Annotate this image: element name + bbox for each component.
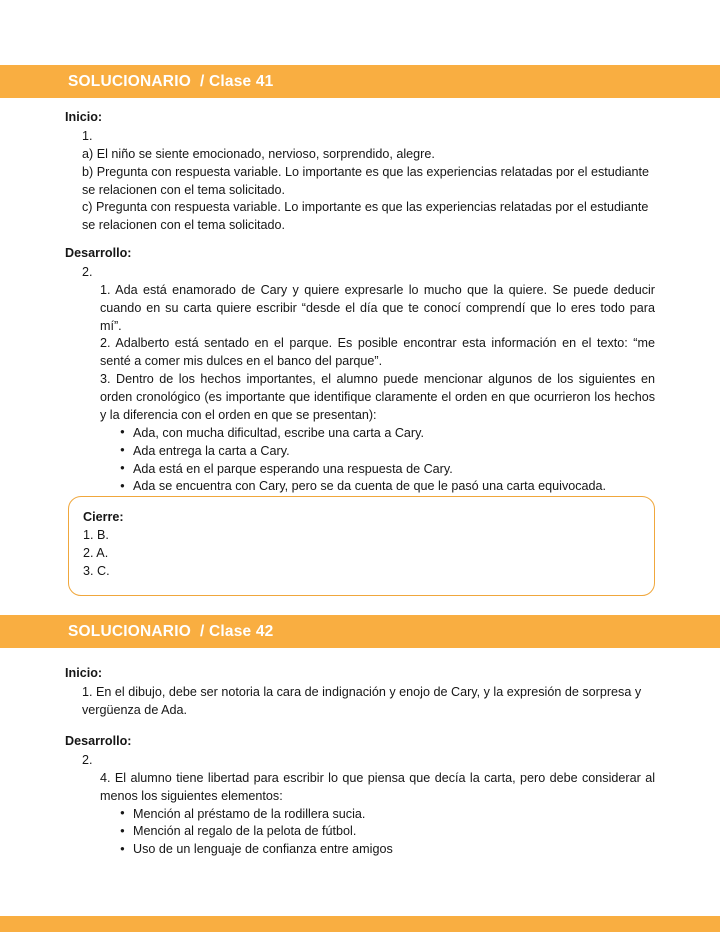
inicio-block-41 [0,109,720,235]
desarrollo-block-42 [0,733,720,859]
inicio-block-42 [0,665,720,720]
footer-bar [0,916,720,932]
inicio-label-41: Inicio: [65,110,103,124]
inicio-number-41: 1. [82,128,93,143]
section-header-clase-42 [0,615,720,648]
desarrollo-number-41: 2. [82,264,93,279]
list-item: ● Ada entrega la carta a Cary. [120,443,655,461]
desarrollo-label-41: Desarrollo: [65,246,132,260]
section-header-clase-41 [0,65,720,98]
inicio-item-a-41: a) El niño se siente emocionado, nervioso, sorprendido, alegre. [82,146,435,161]
desarrollo-item-3-41: 3. Dentro de los hechos importantes, el alumno puede mencionar algunos de los siguientes en orden cronológico (es importante que identifique claramente el orden en que ocurrieron los hechos y la diferencia con el orden en que se presentan): [100,372,655,422]
desarrollo-bullet-list-41 [0,425,720,497]
section-header-title-42: SOLUCIONARIO / Clase 42 [68,622,274,640]
list-item: ● Ada se encuentra con Cary, pero se da cuenta de que le pasó una carta equivocada. [120,478,655,496]
list-item: ● Ada está en el parque esperando una respuesta de Cary. [120,461,655,479]
cierre-answer-1-41: 1. B. [83,527,109,542]
desarrollo-item-2-41: 2. Adalberto está sentado en el parque. Es posible encontrar esta información en el texto: “me senté a comer mis dulces en el banco del parque”. [100,336,655,369]
inicio-label-42: Inicio: [65,666,103,680]
cierre-answer-2-41: 2. A. [83,545,109,560]
desarrollo-block-41 [0,245,720,496]
desarrollo-label-42: Desarrollo: [65,734,132,748]
cierre-label-41: Cierre: [83,510,124,524]
desarrollo-bullet-list-42 [0,806,720,860]
section-header-title-41: SOLUCIONARIO / Clase 41 [68,72,274,90]
cierre-box-41 [68,496,655,596]
inicio-item-1-42: 1. En el dibujo, debe ser notoria la cara de indignación y enojo de Cary, y la expresión de sorpresa y vergüenza de Ada. [82,684,642,717]
desarrollo-number-42: 2. [82,752,93,767]
list-item: ● Ada, con mucha dificultad, escribe una carta a Cary. [120,425,655,443]
inicio-item-c-41: c) Pregunta con respuesta variable. Lo importante es que las experiencias relatadas por el estudiante se relacionen con el tema solicitado. [82,200,649,233]
list-item: ● Uso de un lenguaje de confianza entre amigos [120,841,655,859]
desarrollo-item-4-42: 4. El alumno tiene libertad para escribir lo que piensa que decía la carta, pero debe considerar al menos los siguientes elementos: [100,770,655,803]
list-item: ● Mención al regalo de la pelota de fútbol. [120,823,655,841]
desarrollo-item-1-41: 1. Ada está enamorado de Cary y quiere expresarle lo mucho que la quiere. Se puede deducir cuando en su carta quiere escribir “desde el día que te conocí comprendí que lo eres todo para mí”. [100,282,655,333]
cierre-answer-3-41: 3. C. [83,563,110,578]
inicio-item-b-41: b) Pregunta con respuesta variable. Lo importante es que las experiencias relatadas por el estudiante se relacionen con el tema solicitado. [82,164,650,197]
list-item: ● Mención al préstamo de la rodillera sucia. [120,806,655,824]
